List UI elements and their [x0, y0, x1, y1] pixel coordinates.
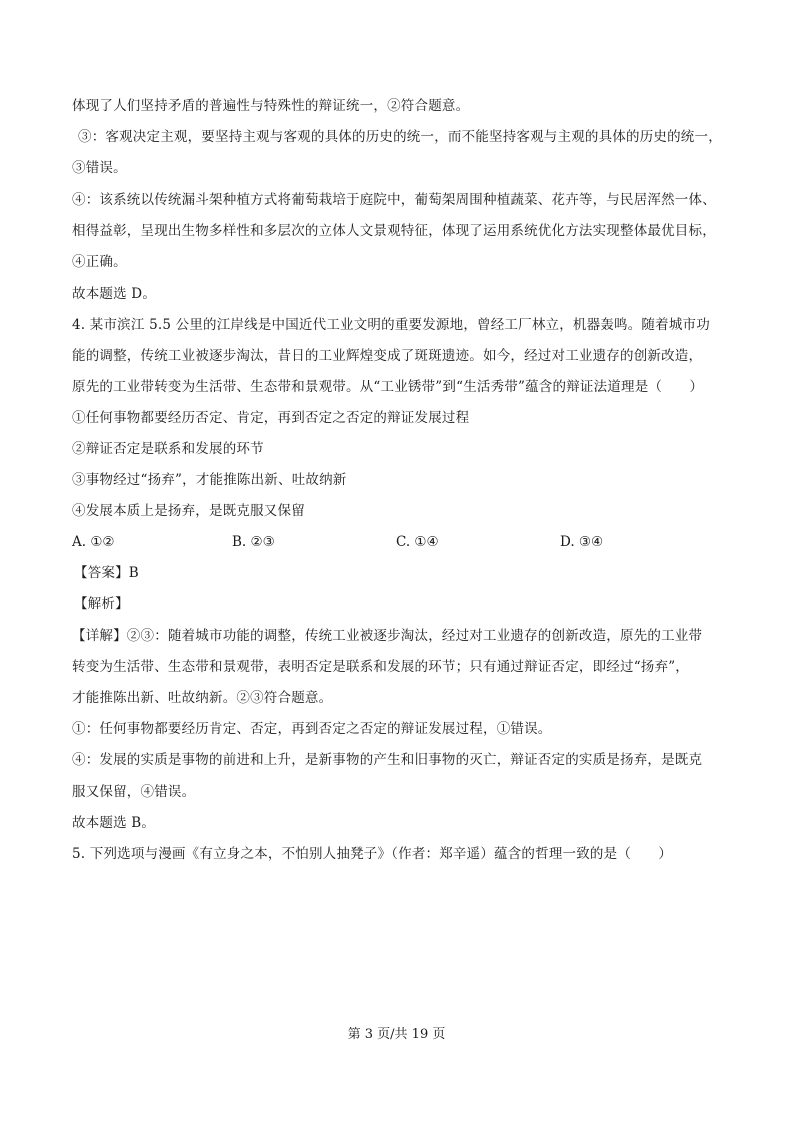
page-number: 第 3 页/共 19 页 — [347, 1027, 446, 1042]
question-5-stem: 5. 下列选项与漫画《有立身之本，不怕别人抽凳子》（作者：郑辛遥）蕴含的哲理一致的是（ ） — [72, 846, 673, 862]
paragraph-line: ③：客观决定主观，要坚持主观与客观的具体的历史的统一，而不能坚持客观与主观的具体的历史的统一， — [78, 129, 722, 145]
option-c: C. ①④ — [396, 534, 439, 550]
question-4-stem: 4. 某市滨江 5.5 公里的江岸线是中国近代工业文明的重要发源地，曾经工厂林立，机器轰鸣。随着城市功 — [72, 317, 710, 333]
analysis-line: ①：任何事物都要经历肯定、否定，再到否定之否定的辩证发展过程，①错误。 — [72, 721, 552, 737]
option-d: D. ③④ — [560, 534, 604, 550]
analysis-line: 才能推陈出新、吐故纳新。②③符合题意。 — [72, 690, 333, 706]
analysis-line: ④：发展的实质是事物的前进和上升，是新事物的产生和旧事物的灭亡，辩证否定的实质是扬弃，是既克 — [72, 752, 703, 768]
option-a: A. ①② — [72, 534, 115, 550]
option-b: B. ②③ — [232, 534, 275, 550]
analysis-label: 【解析】 — [74, 596, 129, 612]
analysis-line: 【详解】②③：随着城市功能的调整，传统工业被逐步淘汰，经过对工业遗存的创新改造，原先的工业带 — [72, 628, 703, 644]
question-4-stem: 能的调整，传统工业被逐步淘汰，昔日的工业辉煌变成了斑斑遗迹。如今，经过对工业遗存的创新改造， — [72, 348, 703, 364]
paragraph-line: ④：该系统以传统漏斗架种植方式将葡萄栽培于庭院中，葡萄架周围种植蔬菜、花卉等，与民居浑然一体、 — [72, 192, 716, 208]
paragraph-line: 相得益彰，呈现出生物多样性和多层次的立体人文景观特征，体现了运用系统优化方法实现整体最优目标， — [72, 223, 716, 239]
paragraph-line: 体现了人们坚持矛盾的普遍性与特殊性的辩证统一，②符合题意。 — [72, 98, 470, 114]
statement-item: ④发展本质上是扬弃，是既克服又保留 — [72, 503, 305, 519]
statement-item: ①任何事物都要经历否定、肯定，再到否定之否定的辩证发展过程 — [72, 410, 470, 426]
question-4-stem: 原先的工业带转变为生活带、生态带和景观带。从“工业锈带”到“生活秀带”蕴含的辩证法道理是（ ） — [72, 379, 704, 395]
paragraph-line: ③错误。 — [72, 160, 127, 176]
answer-options — [72, 533, 632, 551]
conclusion-text: 故本题选 B。 — [72, 815, 156, 831]
analysis-line: 服又保留，④错误。 — [72, 784, 196, 800]
paragraph-line: ④正确。 — [72, 254, 127, 270]
statement-item: ②辩证否定是联系和发展的环节 — [72, 441, 264, 457]
conclusion-text: 故本题选 D。 — [72, 286, 157, 302]
statement-item: ③事物经过“扬弃”，才能推陈出新、吐故纳新 — [72, 472, 347, 488]
answer-label: 【答案】B — [74, 565, 139, 581]
analysis-line: 转变为生活带、生态带和景观带，表明否定是联系和发展的环节；只有通过辩证否定，即经过“扬弃”， — [72, 659, 690, 675]
